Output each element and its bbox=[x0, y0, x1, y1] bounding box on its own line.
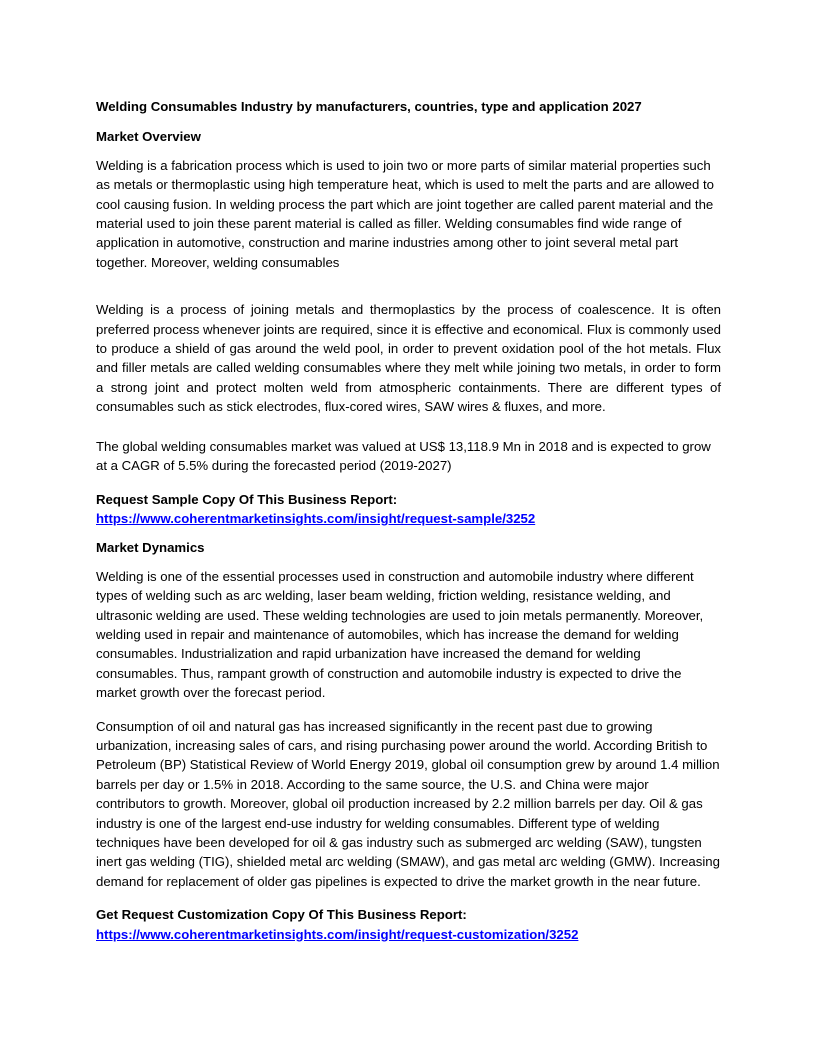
paragraph-spacer bbox=[96, 286, 721, 300]
overview-paragraph-3: The global welding consumables market was valued at US$ 13,118.9 Mn in 2018 and is expected to grow at a CAGR of 5.5% during the forecasted period (2019-2027) bbox=[96, 438, 711, 474]
overview-paragraph-2: Welding is a process of joining metals and thermoplastics by the process of coalescence. It is often preferred process whenever joints are required, since it is effective and economical. Flux is commonly used to produce a shield of gas around the weld pool, in order to prevent oxidation pool of the hot metals. Flux and filler metals are called welding consumables where they melt while joining two metals, in order to form a strong joint and protect molten weld from atmospheric containments. There are different types of consumables such as stick electrodes, flux-cored wires, SAW wires & fluxes, and more. bbox=[96, 302, 721, 415]
overview-paragraph-1: Welding is a fabrication process which is used to join two or more parts of similar material properties such as metals or thermoplastic using high temperature heat, which is used to melt the parts and are allowed to cool causing fusion. In welding process the part which are joint together are called parent material and the material used to join these parent material is called as filler. Welding consumables find wide range of application in automotive, construction and marine industries among other to joint several metal part together. Moreover, welding consumables bbox=[96, 157, 714, 270]
sample-request-label: Request Sample Copy Of This Business Report: bbox=[96, 491, 398, 507]
market-dynamics-heading: Market Dynamics bbox=[96, 540, 205, 556]
document-title: Welding Consumables Industry by manufacturers, countries, type and application 2027 bbox=[96, 99, 642, 114]
customization-request-block bbox=[96, 905, 721, 944]
sample-request-link[interactable]: https://www.coherentmarketinsights.com/insight/request-sample/3252 bbox=[96, 510, 536, 526]
dynamics-paragraph-1: Welding is one of the essential processes used in construction and automobile industry where different types of welding such as arc welding, laser beam welding, friction welding, resistance welding, and ultrasonic welding are used. These welding technologies are used to join metals permanently. Moreover, welding used in repair and maintenance of automobiles, which has increase the demand for welding consumables. Industrialization and rapid urbanization have increased the demand for welding consumables. Thus, rampant growth of construction and automobile industry is expected to drive the market growth over the forecast period. bbox=[96, 568, 704, 701]
sample-request-block bbox=[96, 490, 721, 529]
dynamics-paragraph-2: Consumption of oil and natural gas has increased significantly in the recent past due to growing urbanization, increasing sales of cars, and rising purchasing power around the world. According British to Petroleum (BP) Statistical Review of World Energy 2019, global oil consumption grew by around 1.4 million barrels per day or 1.5% in 2018. According to the same source, the U.S. and China were major contributors to growth. Moreover, global oil production increased by 2.2 million barrels per day. Oil & gas industry is one of the largest end-use industry for welding consumables. Different type of welding techniques have been developed for oil & gas industry such as submerged arc welding (SAW), tungsten inert gas welding (TIG), shielded metal arc welding (SMAW), and gas metal arc welding (GMW). Increasing demand for replacement of older gas pipelines is expected to drive the market growth in the near future. bbox=[96, 718, 720, 889]
market-overview-heading: Market Overview bbox=[96, 129, 201, 145]
customization-request-link[interactable]: https://www.coherentmarketinsights.com/insight/request-customization/3252 bbox=[96, 926, 579, 942]
document-page bbox=[96, 97, 721, 954]
customization-request-label: Get Request Customization Copy Of This Business Report: bbox=[96, 907, 467, 923]
